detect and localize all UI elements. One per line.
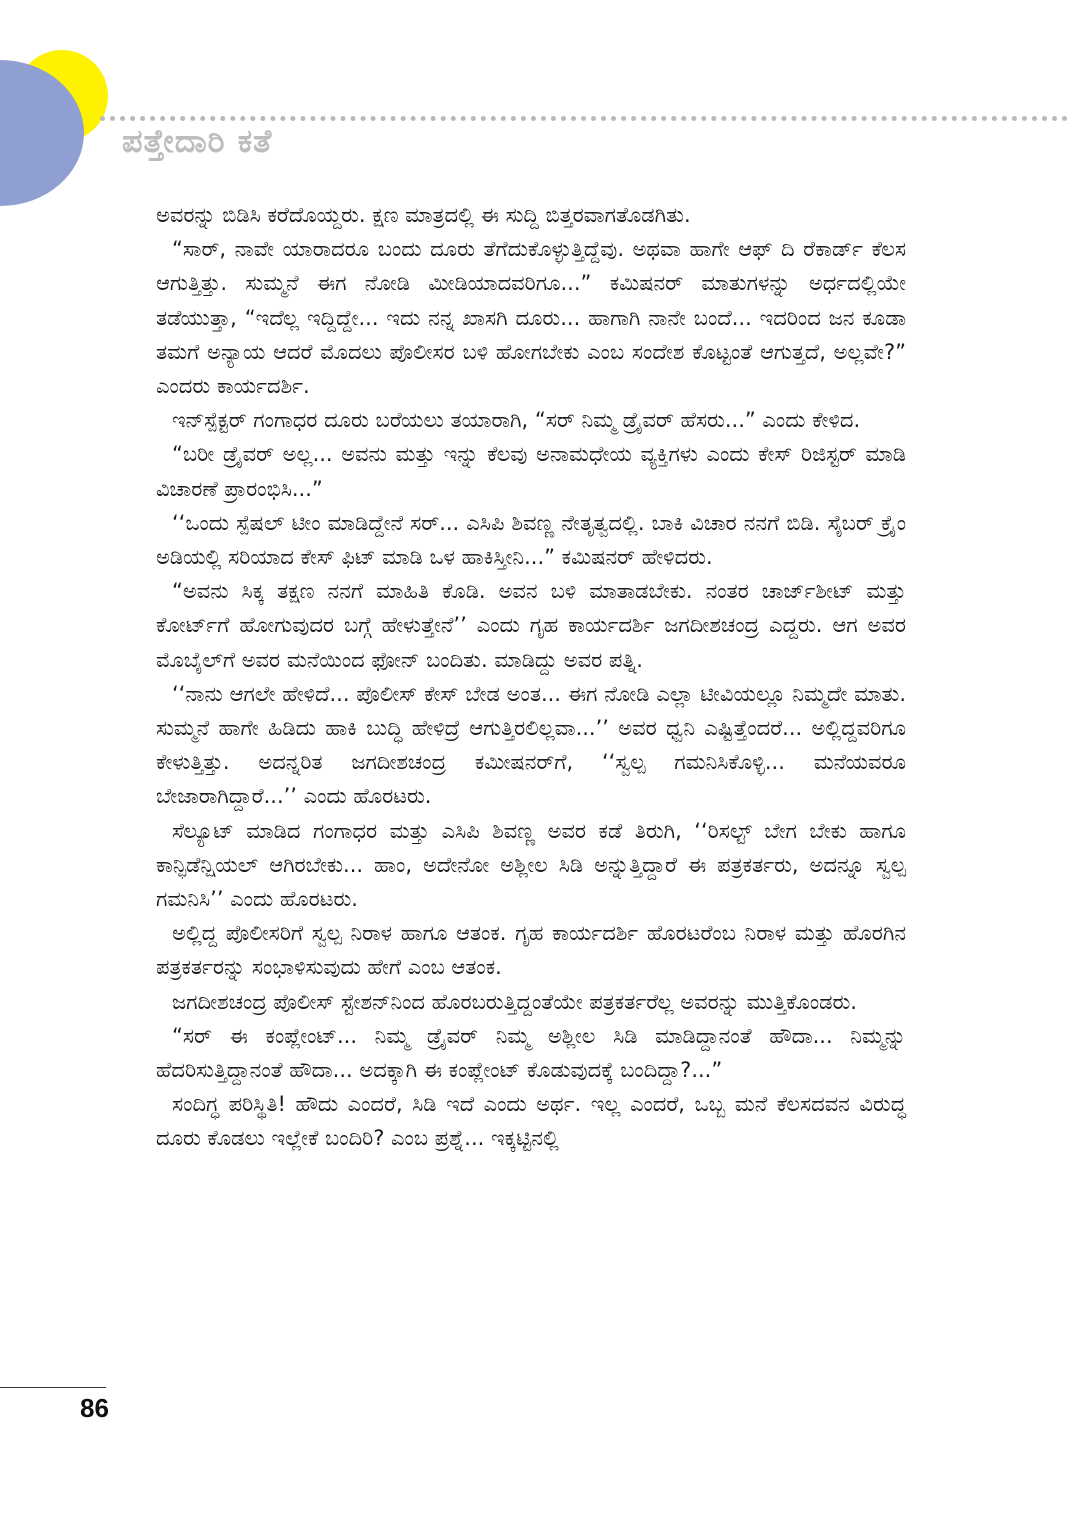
paragraph: “ಸರ್ ಈ ಕಂಪ್ಲೇಂಟ್... ನಿಮ್ಮ ಡ್ರೈವರ್ ನಿಮ್ಮ ಅಶ್ಲೀಲ ಸಿಡಿ ಮಾಡಿದ್ದಾನಂತೆ ಹೌದಾ... ನಿಮ್ಮನ್ನು ಹೆದರಿಸುತ್ತಿದ್ದಾನಂತೆ ಹೌದಾ... ಅದಕ್ಕಾಗಿ ಈ ಕಂಪ್ಲೇಂಟ್ ಕೊಡುವುದಕ್ಕೆ ಬಂದಿದ್ದಾ?...”	[156, 1023, 906, 1083]
footer-rule	[0, 1387, 106, 1388]
story-body	[156, 198, 906, 1156]
paragraph: ಸೆಲ್ಯೂಟ್ ಮಾಡಿದ ಗಂಗಾಧರ ಮತ್ತು ಎಸಿಪಿ ಶಿವಣ್ಣ ಅವರ ಕಡೆ ತಿರುಗಿ, ‘‘ರಿಸಲ್ಟ್ ಬೇಗ ಬೇಕು ಹಾಗೂ ಕಾನ್ಫಿಡೆನ್ಷಿಯಲ್ ಆಗಿರಬೇಕು... ಹಾಂ, ಅದೇನೋ ಅಶ್ಲೀಲ ಸಿಡಿ ಅನ್ನುತ್ತಿದ್ದಾರೆ ಈ ಪತ್ರಕರ್ತರು, ಅದನ್ನೂ ಸ್ವಲ್ಪ ಗಮನಿಸಿ’’ ಎಂದು ಹೊರಟರು.	[156, 818, 906, 912]
paragraph: ‘‘ನಾನು ಆಗಲೇ ಹೇಳಿದೆ... ಪೊಲೀಸ್ ಕೇಸ್ ಬೇಡ ಅಂತ... ಈಗ ನೋಡಿ ಎಲ್ಲಾ ಟೀವಿಯಲ್ಲೂ ನಿಮ್ಮದೇ ಮಾತು. ಸುಮ್ಮನೆ ಹಾಗೇ ಹಿಡಿದು ಹಾಕಿ ಬುದ್ಧಿ ಹೇಳಿದ್ರೆ ಆಗುತ್ತಿರಲಿಲ್ಲವಾ...’’ ಅವರ ಧ್ವನಿ ಎಷ್ಟಿತ್ತೆಂದರೆ... ಅಲ್ಲಿದ್ದವರಿಗೂ ಕೇಳುತ್ತಿತ್ತು. ಅದನ್ನರಿತ ಜಗದೀಶಚಂದ್ರ ಕಮೀಷನರ್‌ಗೆ, ‘‘ಸ್ವಲ್ಪ ಗಮನಿಸಿಕೊಳ್ಳಿ... ಮನೆಯವರೂ ಬೇಜಾರಾಗಿದ್ದಾರೆ...’’ ಎಂದು ಹೊರಟರು.	[156, 681, 906, 809]
section-title: ಪತ್ತೇದಾರಿ ಕತೆ	[122, 122, 273, 160]
paragraph: ಅವರನ್ನು ಬಿಡಿಸಿ ಕರೆದೊಯ್ದರು. ಕ್ಷಣ ಮಾತ್ರದಲ್ಲಿ ಈ ಸುದ್ದಿ ಬಿತ್ತರವಾಗತೊಡಗಿತು.	[156, 203, 691, 227]
paragraph: “ಬರೀ ಡ್ರೈವರ್ ಅಲ್ಲ... ಅವನು ಮತ್ತು ಇನ್ನು ಕೆಲವು ಅನಾಮಧೇಯ ವ್ಯಕ್ತಿಗಳು ಎಂದು ಕೇಸ್ ರಿಜಿಸ್ಟರ್ ಮಾಡಿ ವಿಚಾರಣೆ ಪ್ರಾರಂಭಿಸಿ...”	[156, 442, 906, 501]
header-dotted-rule	[100, 116, 1068, 121]
paragraph: “ಸಾರ್, ನಾವೇ ಯಾರಾದರೂ ಬಂದು ದೂರು ತೆಗೆದುಕೊಳ್ಳುತ್ತಿದ್ದೆವು. ಅಥವಾ ಹಾಗೇ ಆಫ್ ದಿ ರೆಕಾರ್ಡ್ ಕೆಲಸ ಆಗುತ್ತಿತ್ತು. ಸುಮ್ಮನೆ ಈಗ ನೋಡಿ ಮೀಡಿಯಾದವರಿಗೂ...” ಕಮಿಷನರ್ ಮಾತುಗಳನ್ನು ಅರ್ಧದಲ್ಲಿಯೇ ತಡೆಯುತ್ತಾ, “ಇದೆಲ್ಲ ಇದ್ದಿದ್ದೇ... ಇದು ನನ್ನ ಖಾಸಗಿ ದೂರು... ಹಾಗಾಗಿ ನಾನೇ ಬಂದೆ... ಇದರಿಂದ ಜನ ಕೂಡಾ ತಮಗೆ ಅನ್ಯಾಯ ಆದರೆ ಮೊದಲು ಪೊಲೀಸರ ಬಳಿ ಹೋಗಬೇಕು ಎಂಬ ಸಂದೇಶ ಕೊಟ್ಟಂತೆ ಆಗುತ್ತದೆ, ಅಲ್ಲವೇ?” ಎಂದರು ಕಾರ್ಯದರ್ಶಿ.	[156, 237, 906, 399]
paragraph: ಸಂದಿಗ್ಧ ಪರಿಸ್ಥಿತಿ! ಹೌದು ಎಂದರೆ, ಸಿಡಿ ಇದೆ ಎಂದು ಅರ್ಥ. ಇಲ್ಲ ಎಂದರೆ, ಒಬ್ಬ ಮನೆ ಕೆಲಸದವನ ವಿರುದ್ಧ ದೂರು ಕೊಡಲು ಇಲ್ಲೇಕೆ ಬಂದಿರಿ? ಎಂಬ ಪ್ರಶ್ನೆ... ಇಕ್ಕಟ್ಟಿನಲ್ಲಿ	[156, 1092, 906, 1151]
paragraph: ಇನ್‌ಸ್ಪೆಕ್ಟರ್ ಗಂಗಾಧರ ದೂರು ಬರೆಯಲು ತಯಾರಾಗಿ, “ಸರ್ ನಿಮ್ಮ ಡ್ರೈವರ್ ಹೆಸರು...” ಎಂದು ಕೇಳಿದ.	[172, 408, 861, 433]
page-number: 86	[80, 1393, 109, 1423]
paragraph: ಅಲ್ಲಿದ್ದ ಪೊಲೀಸರಿಗೆ ಸ್ವಲ್ಪ ನಿರಾಳ ಹಾಗೂ ಆತಂಕ. ಗೃಹ ಕಾರ್ಯದರ್ಶಿ ಹೊರಟರೆಂಬ ನಿರಾಳ ಮತ್ತು ಹೊರಗಿನ ಪತ್ರಕರ್ತರನ್ನು ಸಂಭಾಳಿಸುವುದು ಹೇಗೆ ಎಂಬ ಆತಂಕ.	[156, 921, 906, 980]
paragraph: ಜಗದೀಶಚಂದ್ರ ಪೊಲೀಸ್ ಸ್ಟೇಶನ್‌ನಿಂದ ಹೊರಬರುತ್ತಿದ್ದಂತೆಯೇ ಪತ್ರಕರ್ತರೆಲ್ಲ ಅವರನ್ನು ಮುತ್ತಿಕೊಂಡರು.	[172, 989, 857, 1014]
paragraph: “ಅವನು ಸಿಕ್ಕ ತಕ್ಷಣ ನನಗೆ ಮಾಹಿತಿ ಕೊಡಿ. ಅವನ ಬಳಿ ಮಾತಾಡಬೇಕು. ನಂತರ ಚಾರ್ಜ್‌ಶೀಟ್ ಮತ್ತು ಕೋರ್ಟ್‌ಗೆ ಹೋಗುವುದರ ಬಗ್ಗೆ ಹೇಳುತ್ತೇನೆ’’ ಎಂದು ಗೃಹ ಕಾರ್ಯದರ್ಶಿ ಜಗದೀಶಚಂದ್ರ ಎದ್ದರು. ಆಗ ಅವರ ಮೊಬೈಲ್‌ಗೆ ಅವರ ಮನೆಯಿಂದ ಫೋನ್ ಬಂದಿತು. ಮಾಡಿದ್ದು ಅವರ ಪತ್ನಿ.	[156, 579, 906, 672]
paragraph: ‘‘ಒಂದು ಸ್ಪೆಷಲ್ ಟೀಂ ಮಾಡಿದ್ದೇನೆ ಸರ್... ಎಸಿಪಿ ಶಿವಣ್ಣ ನೇತೃತ್ವದಲ್ಲಿ. ಬಾಕಿ ವಿಚಾರ ನನಗೆ ಬಿಡಿ. ಸೈಬರ್ ಕ್ರೈಂ ಅಡಿಯಲ್ಲಿ ಸರಿಯಾದ ಕೇಸ್ ಫಿಟ್ ಮಾಡಿ ಒಳ ಹಾಕಿಸ್ತೀನಿ...” ಕಮಿಷನರ್ ಹೇಳಿದರು.	[156, 510, 906, 570]
